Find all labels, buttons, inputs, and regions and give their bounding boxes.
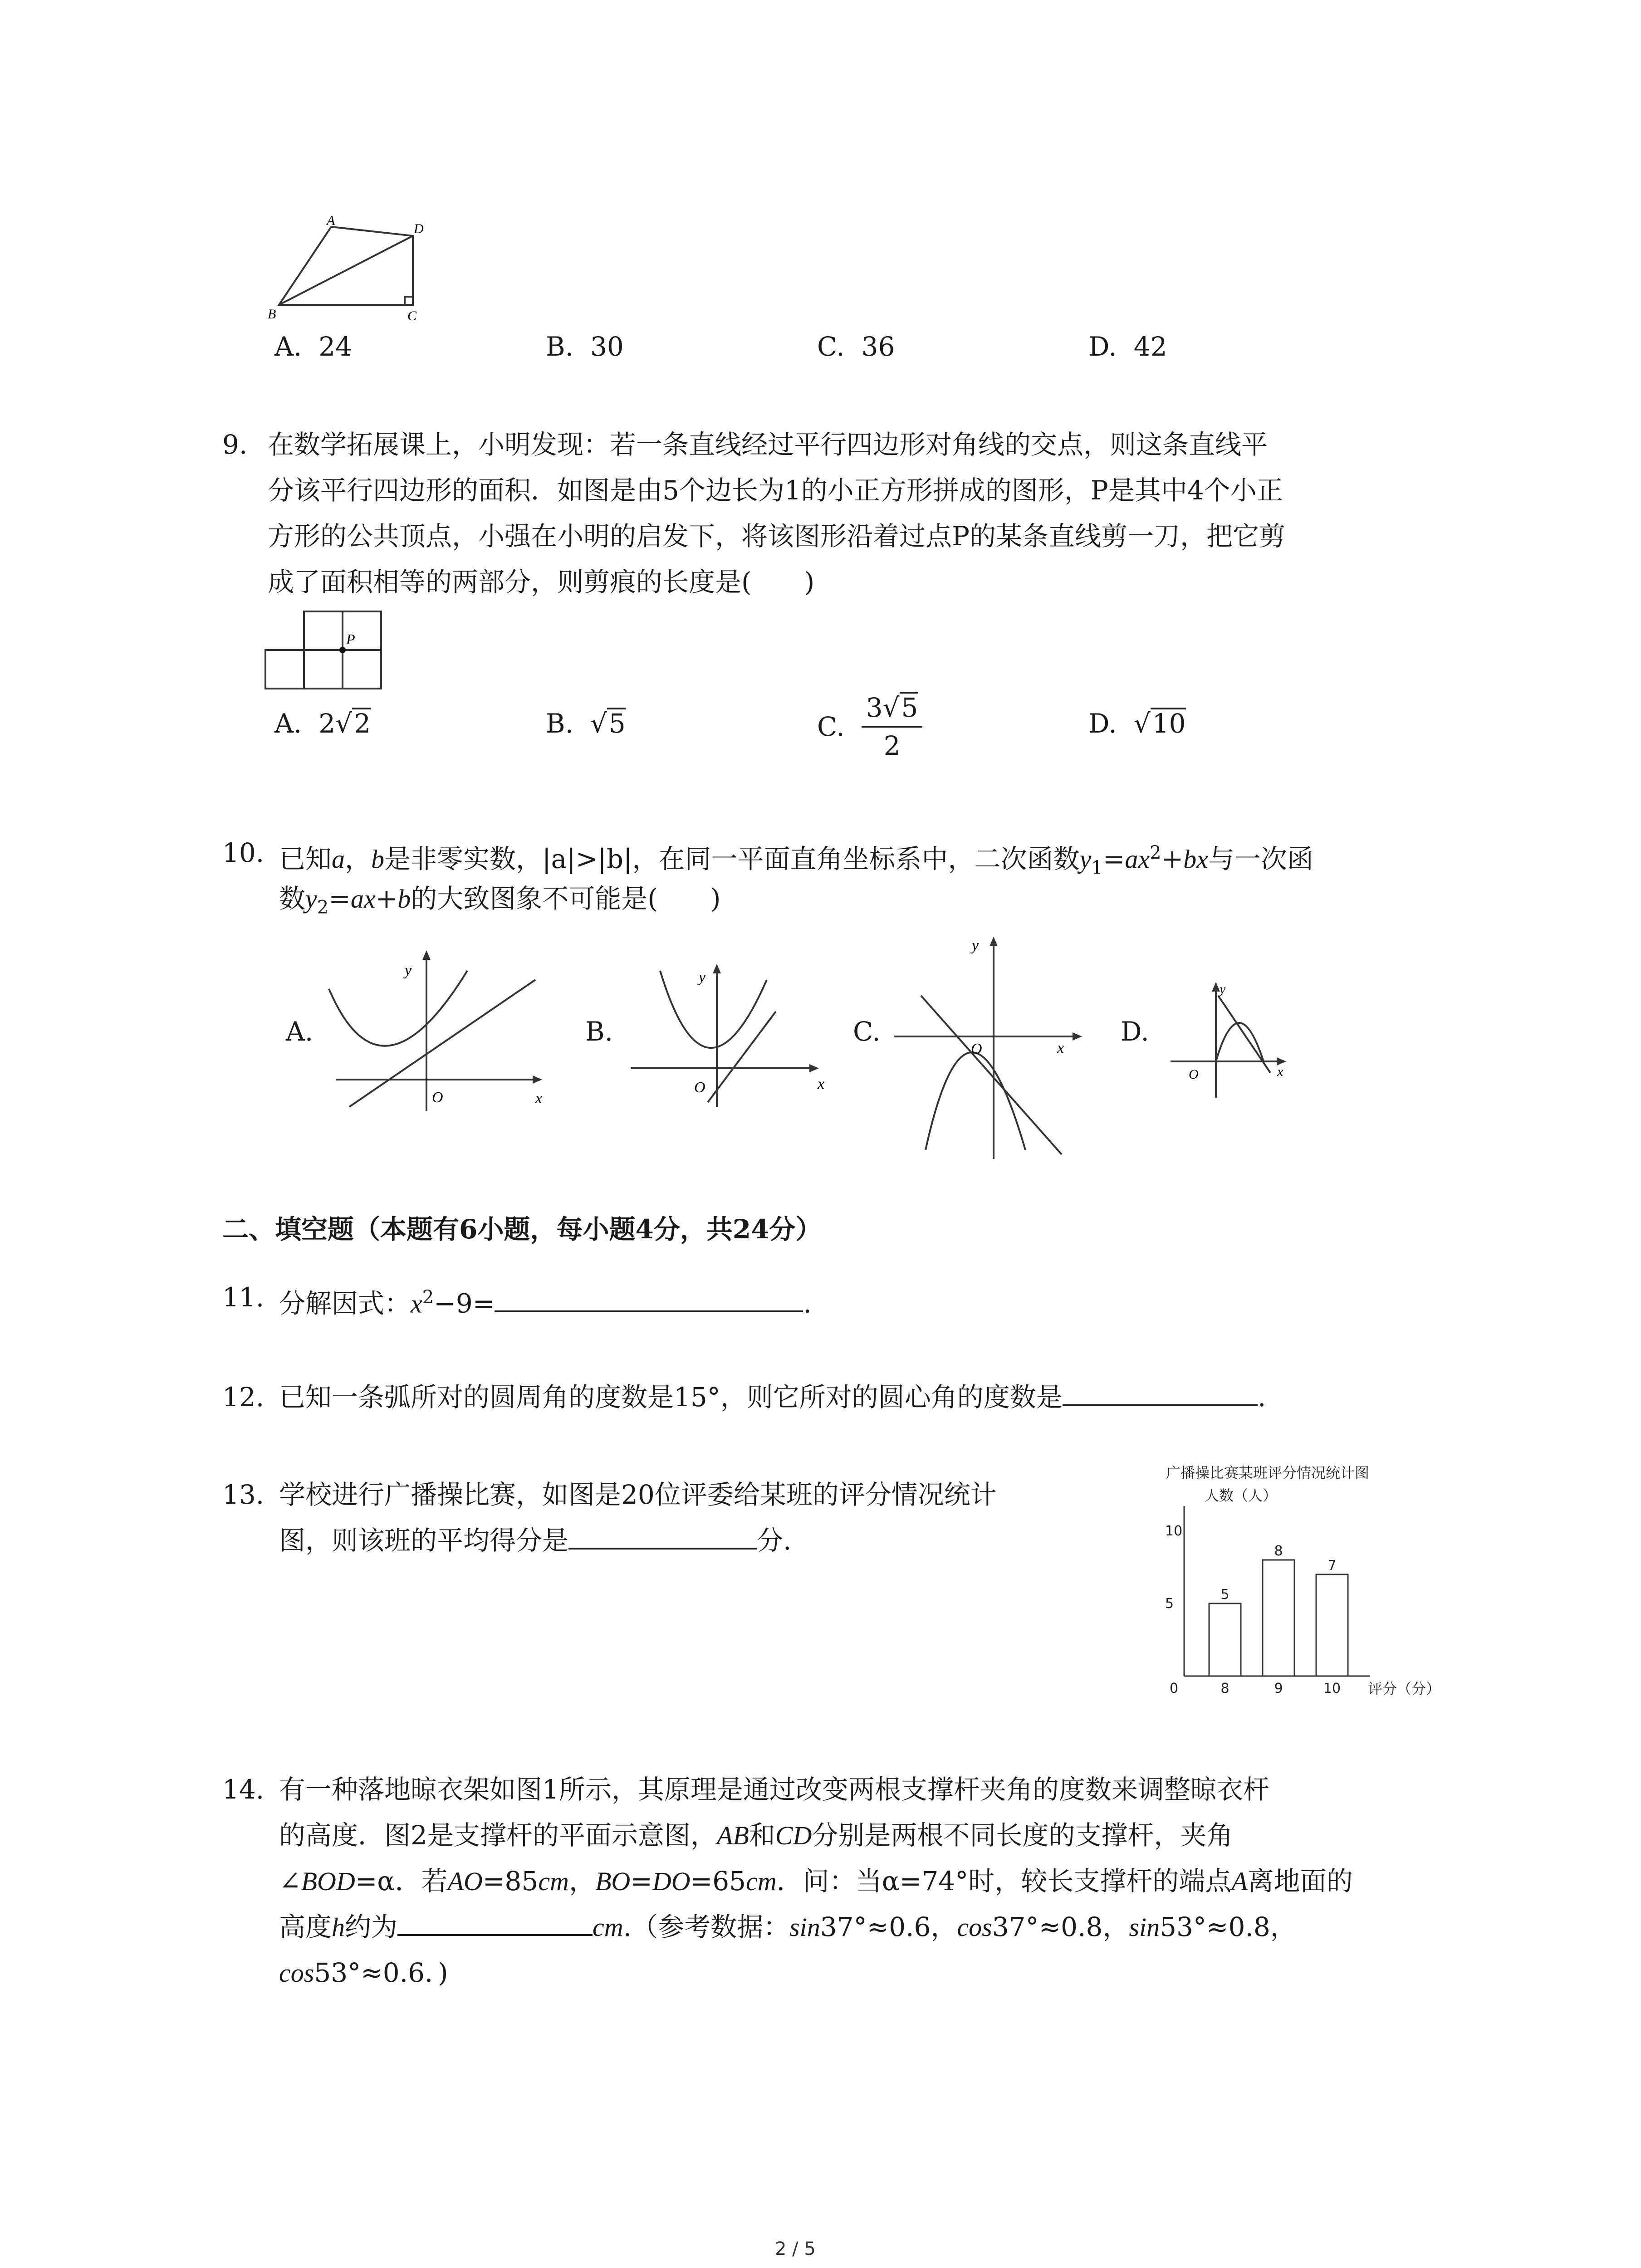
q13-bar-chart: [1161, 1461, 1452, 1715]
q9-line-3: 方形的公共顶点，小强在小明的启发下，将该图形沿着过点P的某条直线剪一刀，把它剪: [268, 521, 1286, 552]
q10-option-c-letter: C.: [853, 1016, 881, 1047]
svg-text:x: x: [818, 1075, 825, 1092]
q8-option-d: D. 42: [1088, 331, 1167, 362]
q11-answer-blank[interactable]: [495, 1285, 803, 1312]
svg-text:y: y: [699, 969, 706, 986]
q10-option-b-letter: B.: [585, 1016, 613, 1047]
q12-number: 12.: [222, 1382, 265, 1413]
q8-label-a: A: [327, 213, 335, 228]
x-tick-label: 9: [1274, 1681, 1283, 1696]
x-tick-label: 8: [1220, 1681, 1230, 1696]
q14-answer-blank[interactable]: [397, 1909, 593, 1936]
svg-text:O: O: [1189, 1067, 1199, 1082]
q9-label-p: P: [346, 631, 355, 647]
q10-graph-a: [327, 943, 563, 1116]
svg-text:O: O: [971, 1041, 982, 1057]
q10-option-a-letter: A.: [286, 1016, 314, 1047]
q9-line-4: 成了面积相等的两部分，则剪痕的长度是( ): [268, 567, 815, 597]
q8-label-b: B: [268, 307, 276, 322]
q8-trapezoid-figure: [263, 213, 440, 327]
y-tick-label: 0: [1170, 1681, 1179, 1696]
q14-line-2: 的高度．图2是支撑杆的平面示意图，AB和CD分别是两根不同长度的支撑杆，夹角: [279, 1820, 1233, 1851]
q10-graph-c: [889, 932, 1098, 1163]
q9-option-a: A. 2√2: [274, 708, 371, 739]
q13-line-1: 学校进行广播操比赛，如图是20位评委给某班的评分情况统计: [279, 1479, 997, 1510]
q9-squares-figure: [263, 608, 399, 694]
q12-answer-blank[interactable]: [1063, 1379, 1258, 1406]
bar-value-label: 8: [1274, 1543, 1283, 1559]
q8-label-d: D: [414, 221, 424, 236]
chart-title: 广播操比赛某班评分情况统计图: [1166, 1464, 1370, 1481]
q9-option-c: C. $\frac{3√5}{2}$: [817, 689, 922, 764]
q10-graph-b: [626, 957, 826, 1111]
q9-option-b: B. √5: [546, 708, 626, 739]
q10-line-2: 数$y_2=ax+b$的大致图象不可能是( ): [279, 883, 721, 918]
svg-text:y: y: [972, 937, 979, 954]
svg-text:O: O: [432, 1089, 443, 1106]
q13-line-2: 图，则该班的平均得分是 分.: [279, 1518, 791, 1563]
q14-line-3: ∠BOD=α．若AO=85cm，BO=DO=65cm．问：当α=74°时，较长支撑杆的端点A离地面的: [279, 1866, 1353, 1897]
q12-text: 已知一条弧所对的圆周角的度数是15°，则它所对的圆心角的度数是 .: [279, 1374, 1266, 1420]
q10-line-1: 已知a，b是非零实数，|a|>|b|，在同一平面直角坐标系中，二次函数$y_1=ax^2+bx$与一次函: [279, 842, 1313, 878]
q14-line-4: 高度h约为 cm.（参考数据：sin37°≈0.6，cos37°≈0.8，sin53°≈0.8，: [279, 1904, 1297, 1950]
svg-text:x: x: [1277, 1064, 1283, 1079]
y-tick-label: 10: [1165, 1523, 1183, 1539]
bar-9: [1263, 1560, 1294, 1676]
chart-xlabel: 评分（分）: [1368, 1680, 1441, 1697]
svg-text:x: x: [1057, 1040, 1064, 1056]
svg-text:x: x: [535, 1090, 543, 1107]
chart-ylabel: 人数（人）: [1205, 1487, 1278, 1504]
q8-option-b: B. 30: [546, 331, 624, 362]
q10-number: 10.: [222, 837, 265, 868]
q8-label-c: C: [407, 308, 417, 323]
q8-option-a: A. 24: [274, 331, 353, 362]
q9-line-1: 在数学拓展课上，小明发现：若一条直线经过平行四边形对角线的交点，则这条直线平: [268, 429, 1268, 460]
q8-option-c: C. 36: [817, 331, 895, 362]
bar-value-label: 5: [1220, 1587, 1230, 1603]
svg-text:O: O: [694, 1079, 705, 1096]
bar-8: [1209, 1603, 1241, 1676]
bar-10: [1316, 1574, 1348, 1676]
bar-value-label: 7: [1327, 1558, 1337, 1574]
svg-text:y: y: [405, 962, 412, 979]
q14-line-1: 有一种落地晾衣架如图1所示，其原理是通过改变两根支撑杆夹角的度数来调整晾衣杆: [279, 1774, 1269, 1805]
q10-option-d-letter: D.: [1121, 1016, 1149, 1047]
x-tick-label: 10: [1323, 1681, 1341, 1696]
q11-text: 分解因式：$x^2-9=$ .: [279, 1275, 812, 1326]
q14-line-5: cos53°≈0.6．): [279, 1957, 448, 1988]
page-number: 2 / 5: [775, 2239, 816, 2259]
q9-line-2: 分该平行四边形的面积．如图是由5个边长为1的小正方形拼成的图形，P是其中4个小正: [268, 475, 1283, 506]
svg-text:y: y: [1220, 982, 1226, 997]
q13-answer-blank[interactable]: [568, 1522, 757, 1549]
q9-option-d: D. √10: [1088, 708, 1186, 739]
q10-graph-d: [1161, 975, 1298, 1102]
q13-number: 13.: [222, 1479, 265, 1510]
q14-number: 14.: [222, 1774, 265, 1805]
section-title: 二、填空题（本题有6小题，每小题4分，共24分）: [222, 1214, 822, 1245]
q9-number: 9.: [222, 429, 248, 460]
q11-number: 11.: [222, 1282, 265, 1313]
y-tick-label: 5: [1165, 1596, 1174, 1612]
